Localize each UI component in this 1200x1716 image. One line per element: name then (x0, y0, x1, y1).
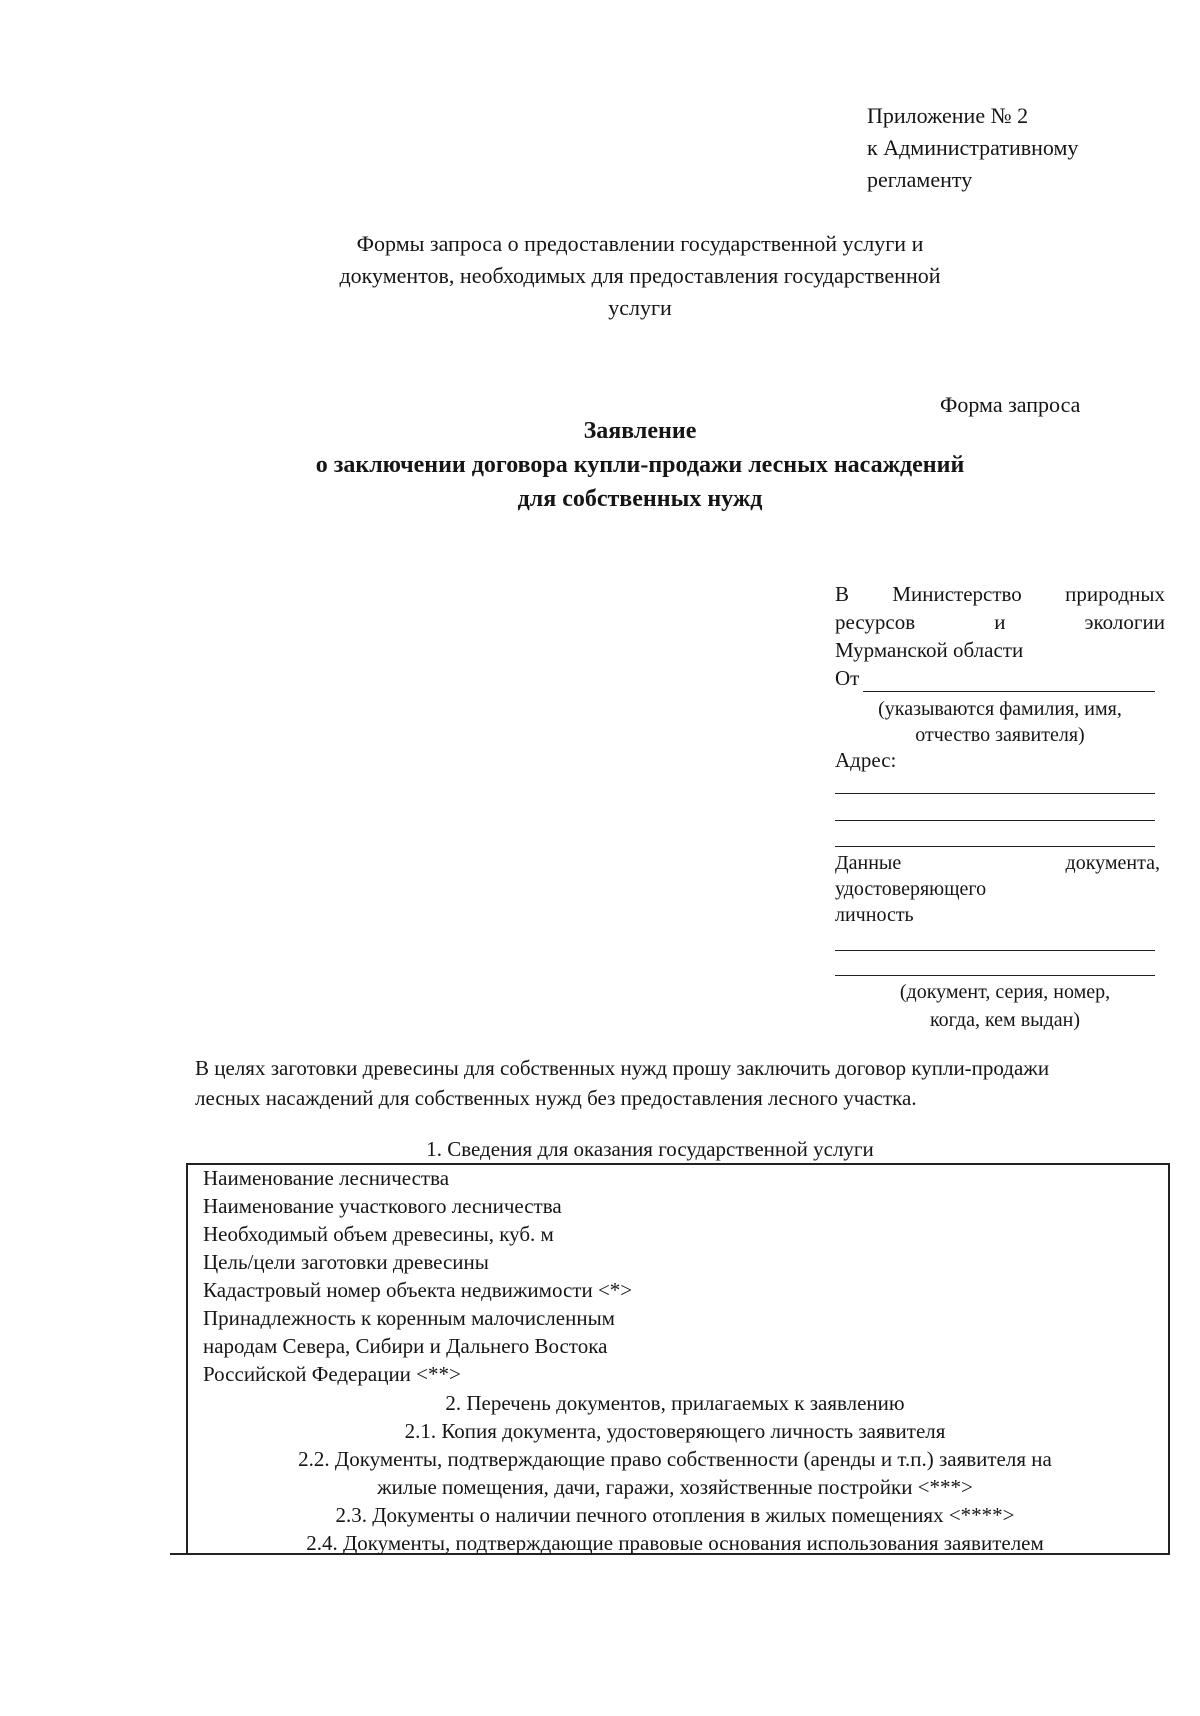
address-label: Адрес: (835, 748, 897, 772)
address-field-line[interactable] (835, 793, 1155, 794)
section2-block (195, 1389, 1155, 1557)
identity-doc-block (835, 850, 1160, 928)
from-row (835, 664, 1165, 692)
forms-heading-line: услуги (608, 295, 672, 320)
addressee-word: Министерство (892, 582, 1022, 606)
appendix-reference: к Административному (867, 135, 1079, 160)
section1-title: 1. Сведения для оказания государственной услуги (426, 1137, 874, 1161)
appendix-block (867, 100, 1167, 196)
table-row: Наименование участкового лесничества (203, 1194, 562, 1218)
list-item: 2.4. Документы, подтверждающие правовые основания использования заявителем (306, 1531, 1044, 1555)
addressee-word: и (994, 610, 1006, 634)
identity-doc-row (835, 850, 1160, 876)
title-line: для собственных нужд (517, 486, 763, 512)
list-item: 2.2. Документы, подтверждающие право собственности (аренды и т.п.) заявителя на (298, 1447, 1052, 1471)
addressee-row (835, 580, 1165, 608)
table-left-border (186, 1163, 188, 1553)
address-field-line[interactable] (835, 846, 1155, 847)
forms-heading-line: Формы запроса о предоставлении государственной услуги и (356, 231, 924, 256)
from-name-field[interactable] (863, 669, 1155, 692)
form-label: Форма запроса (940, 392, 1081, 417)
name-hint (850, 696, 1150, 748)
forms-heading (240, 228, 1040, 324)
identity-doc-hint-line: когда, кем выдан) (929, 1009, 1080, 1031)
title-line: Заявление (583, 418, 697, 444)
table-row: Принадлежность к коренным малочисленным (203, 1306, 615, 1330)
identity-doc-line: личность (835, 904, 914, 926)
addressee-region: Мурманской области (835, 638, 1024, 662)
section2-title: 2. Перечень документов, прилагаемых к заявлению (445, 1391, 905, 1415)
addressee-word: ресурсов (835, 610, 916, 634)
appendix-number: Приложение № 2 (867, 103, 1029, 128)
table-row: Необходимый объем древесины, куб. м (203, 1222, 554, 1246)
table-row: Наименование лесничества (203, 1166, 450, 1190)
title-line: о заключении договора купли-продажи лесных насаждений (315, 452, 965, 478)
from-label: От (835, 666, 860, 690)
list-item: 2.3. Документы о наличии печного отопления в жилых помещениях <****> (335, 1503, 1015, 1527)
forms-heading-line: документов, необходимых для предоставления государственной (339, 263, 941, 288)
identity-doc-hint-line: (документ, серия, номер, (899, 981, 1111, 1003)
table-row: народам Севера, Сибири и Дальнего Востока (203, 1334, 608, 1358)
request-text (195, 1053, 1185, 1113)
table-row: Кадастровый номер объекта недвижимости <*> (203, 1278, 633, 1302)
address-field-line[interactable] (835, 820, 1155, 821)
name-hint-line: отчество заявителя) (915, 724, 1085, 746)
table-row: Российской Федерации <**> (203, 1362, 461, 1386)
document-title (190, 414, 1090, 516)
identity-doc-word: Данные (835, 852, 902, 874)
identity-doc-word: документа, (1065, 852, 1160, 874)
identity-doc-field-line[interactable] (835, 950, 1155, 951)
identity-doc-line: удостоверяющего (835, 878, 987, 900)
addressee-word: природных (1065, 582, 1165, 606)
identity-doc-hint (855, 978, 1155, 1034)
table-right-border (1168, 1163, 1170, 1555)
request-text-line: лесных насаждений для собственных нужд без предоставления лесного участка. (195, 1086, 917, 1110)
request-text-line: В целях заготовки древесины для собственных нужд прошу заключить договор купли-продажи (195, 1056, 1050, 1080)
list-item: 2.1. Копия документа, удостоверяющего личность заявителя (404, 1419, 946, 1443)
appendix-regulation: регламенту (867, 167, 973, 192)
identity-doc-field-line[interactable] (835, 975, 1155, 976)
name-hint-line: (указываются фамилия, имя, (878, 698, 1122, 720)
addressee-row (835, 608, 1165, 636)
table-row: Цель/цели заготовки древесины (203, 1250, 489, 1274)
section1-rows (203, 1164, 903, 1388)
list-item: жилые помещения, дачи, гаражи, хозяйственные постройки <***> (377, 1475, 973, 1499)
addressee-word: В (835, 582, 850, 606)
addressee-word: экологии (1084, 610, 1165, 634)
addressee-block (835, 580, 1165, 692)
